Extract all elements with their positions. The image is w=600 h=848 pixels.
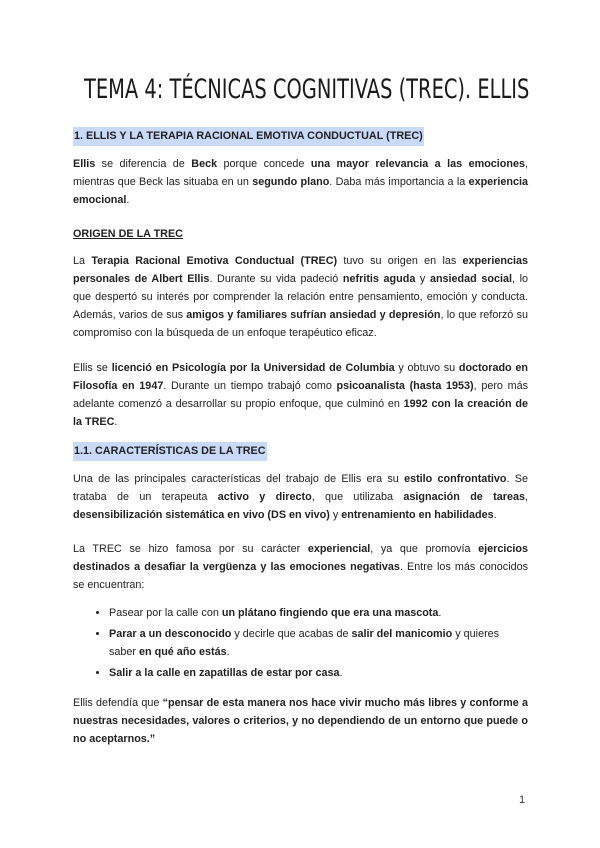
paragraph-origen-2 [73,359,528,431]
paragraph-ellis-beck [73,155,528,209]
text-run: y obtuvo su [394,362,459,374]
bold-run: Terapia Racional Emotiva Conductual (TREC) [91,255,338,267]
text-run: . Daba más importancia a la [329,176,469,188]
text-run: , mientras que Beck las situaba en un [73,158,528,188]
bold-run: doctorado en Filosofía en 1947 [73,362,528,392]
bold-run: “pensar de esta manera nos hace vivir mucho más libres y conforme a nuestras necesidades, valores o criterios, y no dependiendo de un entorno que puede o no aceptarnos.” [73,697,528,745]
paragraph-caracteristicas-1 [73,470,528,524]
text-run: y quieres saber [109,628,500,658]
document-body [73,127,528,748]
text-run: La TREC se hizo famosa por su carácter [73,543,308,555]
bold-run: amigos y familiares sufrían ansiedad y depresión [186,309,441,321]
exercises-list [73,604,528,682]
list-item [109,604,528,622]
bold-run: un plátano fingiendo que era una mascota [221,607,439,619]
text-run: Ellis defendía que [73,697,163,709]
bold-run: licenció en Psicología por la Universidad de Columbia [111,362,395,374]
bold-run: psicoanalista (hasta 1953) [336,380,474,392]
bold-run: salir del manicomio [351,628,453,640]
text-run: tuvo su origen en las [337,255,463,267]
text-run: , lo que reforzó su compromiso con la búsqueda de un enfoque terapéutico eficaz. [73,309,528,339]
bold-run: Ellis [73,158,96,170]
text-run: . Se trataba de un terapeuta [73,473,528,503]
text-run: , lo que despertó su interés por comprender la relación entre pensamiento, emoción y conducta. Además, varios de sus [73,273,528,321]
text-run: . [438,607,442,619]
text-run: y [415,273,430,285]
bold-run: ejercicios destinados a desafiar la vergüenza y las emociones negativas [73,543,528,573]
text-run: se diferencia de [95,158,192,170]
bold-run: en qué año estás [139,646,227,658]
text-run: y [329,509,342,521]
bold-run: ansiedad social [429,273,512,285]
text-run: Una de las principales características del trabajo de Ellis era su [73,473,405,485]
bold-run: experiencia emocional [73,176,528,206]
text-run: La [73,255,92,267]
text-run: , ya que promovía [370,543,479,555]
bold-run: experiencial [307,543,371,555]
text-run: . [339,667,343,679]
list-item [109,625,528,661]
text-run: . [226,646,230,658]
text-run: . Entre los más conocidos se encuentran: [73,561,529,591]
bold-run: segundo plano [252,176,330,188]
text-run: . Durante un tiempo trabajó como [163,380,337,392]
text-run: , pero más adelante comenzó a desarrollar su propio enfoque, que culminó en [73,380,528,410]
bold-run: nefritis aguda [342,273,416,285]
section-heading-ellis-trec: 1. ELLIS Y LA TERAPIA RACIONAL EMOTIVA CONDUCTUAL (TREC) [73,127,424,146]
bold-run: entrenamiento en habilidades [341,509,494,521]
bold-run: 1992 con la creación de la TREC [73,398,528,428]
bold-run: estilo confrontativo [404,473,507,485]
paragraph-origen-1 [73,252,528,342]
text-run: . [114,416,118,428]
document-title: TEMA 4: TÉCNICAS COGNITIVAS (TREC). ELLIS [83,74,530,105]
bold-run: una mayor relevancia a las emociones [310,158,525,170]
section-heading-caracteristicas: 1.1. CARACTERÍSTICAS DE LA TREC [73,442,267,461]
bold-run: Salir a la calle en zapatillas de estar por casa [109,667,340,679]
bold-run: Parar a un desconocido [109,628,232,640]
paragraph-caracteristicas-2 [73,540,528,594]
text-run: , que utilizaba [311,491,404,503]
bold-run: activo y directo [217,491,312,503]
text-run: . [126,194,130,206]
text-run: y decirle que acabas de [231,628,352,640]
text-run: Pasear por la calle con [109,607,222,619]
list-item [109,664,528,682]
paragraph-ellis-quote [73,694,528,748]
bold-run: experiencias personales de Albert Ellis [73,255,528,285]
bold-run: asignación de tareas [403,491,525,503]
text-run: . Durante su vida padeció [209,273,343,285]
text-run: Ellis se [73,362,112,374]
bold-run: Beck [191,158,218,170]
subheading-origen: ORIGEN DE LA TREC [73,228,183,240]
bold-run: desensibilización sistemática en vivo (DS en vivo) [73,509,330,521]
text-run: porque concede [217,158,311,170]
text-run: , [524,491,528,503]
page-number: 1 [519,794,526,806]
text-run: . [493,509,497,521]
